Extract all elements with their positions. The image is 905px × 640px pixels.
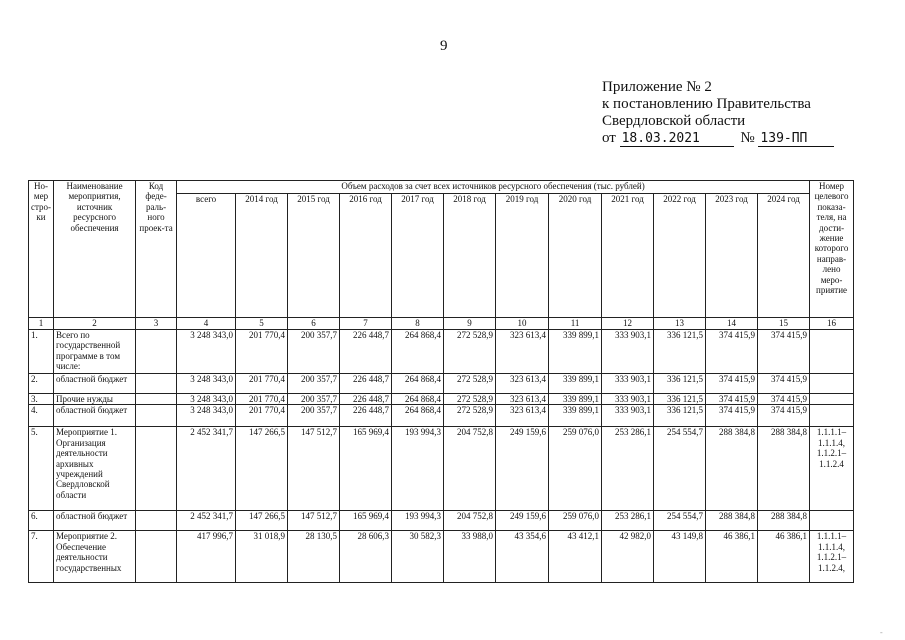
row-code-cell <box>136 427 177 511</box>
header-target: Номер целевого показа-теля, на дости-жение которого направ-лено меро-приятие <box>810 181 854 318</box>
row-value-cell: 226 448,7 <box>340 374 392 394</box>
header-year-1: 2014 год <box>236 194 288 318</box>
row-value-cell: 33 988,0 <box>444 531 496 583</box>
row-value-cell: 288 384,8 <box>758 427 810 511</box>
row-value-cell: 323 613,4 <box>496 330 549 374</box>
row-value-cell: 204 752,8 <box>444 427 496 511</box>
column-number-9: 9 <box>444 318 496 330</box>
header-year-11: 2024 год <box>758 194 810 318</box>
header-year-2: 2015 год <box>288 194 340 318</box>
row-value-cell: 264 868,4 <box>392 330 444 374</box>
header-year-9: 2022 год <box>654 194 706 318</box>
header-year-6: 2019 год <box>496 194 549 318</box>
row-target-cell <box>810 330 854 374</box>
appendix-line-resolution: к постановлению Правительства <box>602 96 811 112</box>
row-target-cell <box>810 511 854 531</box>
row-code-cell <box>136 511 177 531</box>
row-value-cell: 226 448,7 <box>340 330 392 374</box>
header-year-5: 2018 год <box>444 194 496 318</box>
row-target-cell <box>810 394 854 405</box>
row-number-cell: 1. <box>29 330 54 374</box>
header-year-4: 2017 год <box>392 194 444 318</box>
row-value-cell: 3 248 343,0 <box>177 405 236 427</box>
row-value-cell: 43 149,8 <box>654 531 706 583</box>
row-value-cell: 333 903,1 <box>602 330 654 374</box>
row-value-cell: 3 248 343,0 <box>177 330 236 374</box>
row-value-cell: 200 357,7 <box>288 405 340 427</box>
row-number-cell: 4. <box>29 405 54 427</box>
row-name-cell: Мероприятие 2. Обеспечение деятельности государственных <box>54 531 136 583</box>
column-number-2: 2 <box>54 318 136 330</box>
table-row <box>29 330 854 374</box>
column-number-12: 12 <box>602 318 654 330</box>
row-code-cell <box>136 394 177 405</box>
row-value-cell: 339 899,1 <box>549 394 602 405</box>
row-value-cell: 2 452 341,7 <box>177 427 236 511</box>
row-value-cell: 254 554,7 <box>654 511 706 531</box>
row-value-cell: 272 528,9 <box>444 374 496 394</box>
row-value-cell: 336 121,5 <box>654 330 706 374</box>
row-value-cell: 272 528,9 <box>444 330 496 374</box>
column-number-4: 4 <box>177 318 236 330</box>
table-row <box>29 405 854 427</box>
row-value-cell: 30 582,3 <box>392 531 444 583</box>
row-value-cell: 147 512,7 <box>288 511 340 531</box>
row-number-cell: 6. <box>29 511 54 531</box>
row-value-cell: 272 528,9 <box>444 405 496 427</box>
expenses-table <box>28 180 854 583</box>
appendix-number: 139-ПП <box>758 132 834 147</box>
row-value-cell: 374 415,9 <box>706 405 758 427</box>
header-fed-code: Код феде-раль-ного проек-та <box>136 181 177 318</box>
row-value-cell: 323 613,4 <box>496 405 549 427</box>
table-row <box>29 374 854 394</box>
column-number-3: 3 <box>136 318 177 330</box>
header-name: Наименование мероприятия, источник ресурсного обеспечения <box>54 181 136 318</box>
date-prefix: от <box>602 130 616 146</box>
column-number-11: 11 <box>549 318 602 330</box>
row-value-cell: 147 266,5 <box>236 511 288 531</box>
row-value-cell: 333 903,1 <box>602 374 654 394</box>
row-number-cell: 5. <box>29 427 54 511</box>
row-value-cell: 201 770,4 <box>236 405 288 427</box>
row-value-cell: 43 412,1 <box>549 531 602 583</box>
header-row-number: Но-мер стро-ки <box>29 181 54 318</box>
margin-mark: - <box>880 628 883 637</box>
header-year-7: 2020 год <box>549 194 602 318</box>
row-target-cell: 1.1.1.1– 1.1.1.4, 1.1.2.1– 1.1.2.4, <box>810 531 854 583</box>
row-value-cell: 201 770,4 <box>236 374 288 394</box>
row-value-cell: 31 018,9 <box>236 531 288 583</box>
row-value-cell: 226 448,7 <box>340 394 392 405</box>
row-target-cell <box>810 374 854 394</box>
row-value-cell: 259 076,0 <box>549 427 602 511</box>
row-value-cell: 165 969,4 <box>340 427 392 511</box>
row-value-cell: 200 357,7 <box>288 330 340 374</box>
row-value-cell: 201 770,4 <box>236 330 288 374</box>
row-value-cell: 28 606,3 <box>340 531 392 583</box>
row-code-cell <box>136 531 177 583</box>
row-name-cell: Прочие нужды <box>54 394 136 405</box>
column-number-7: 7 <box>340 318 392 330</box>
row-value-cell: 288 384,8 <box>706 427 758 511</box>
row-value-cell: 43 354,6 <box>496 531 549 583</box>
header-year-8: 2021 год <box>602 194 654 318</box>
table-row <box>29 394 854 405</box>
row-value-cell: 201 770,4 <box>236 394 288 405</box>
row-name-cell: областной бюджет <box>54 405 136 427</box>
row-value-cell: 272 528,9 <box>444 394 496 405</box>
column-number-15: 15 <box>758 318 810 330</box>
row-number-cell: 2. <box>29 374 54 394</box>
row-value-cell: 288 384,8 <box>758 511 810 531</box>
row-value-cell: 46 386,1 <box>706 531 758 583</box>
row-name-cell: областной бюджет <box>54 374 136 394</box>
row-value-cell: 374 415,9 <box>758 330 810 374</box>
row-value-cell: 204 752,8 <box>444 511 496 531</box>
row-value-cell: 42 982,0 <box>602 531 654 583</box>
row-value-cell: 259 076,0 <box>549 511 602 531</box>
row-target-cell: 1.1.1.1– 1.1.1.4, 1.1.2.1– 1.1.2.4 <box>810 427 854 511</box>
row-value-cell: 323 613,4 <box>496 394 549 405</box>
row-value-cell: 264 868,4 <box>392 394 444 405</box>
row-value-cell: 28 130,5 <box>288 531 340 583</box>
table-row <box>29 511 854 531</box>
appendix-date: 18.03.2021 <box>620 132 734 147</box>
row-value-cell: 339 899,1 <box>549 374 602 394</box>
number-prefix: № <box>740 130 755 146</box>
row-value-cell: 374 415,9 <box>706 394 758 405</box>
row-value-cell: 200 357,7 <box>288 394 340 405</box>
row-value-cell: 417 996,7 <box>177 531 236 583</box>
row-value-cell: 264 868,4 <box>392 374 444 394</box>
row-value-cell: 374 415,9 <box>758 374 810 394</box>
header-volume-title: Объем расходов за счет всех источников ресурсного обеспечения (тыс. рублей) <box>177 181 810 194</box>
header-row-top <box>29 181 854 194</box>
row-value-cell: 339 899,1 <box>549 330 602 374</box>
row-number-cell: 7. <box>29 531 54 583</box>
row-value-cell: 200 357,7 <box>288 374 340 394</box>
row-value-cell: 193 994,3 <box>392 511 444 531</box>
column-number-1: 1 <box>29 318 54 330</box>
row-value-cell: 193 994,3 <box>392 427 444 511</box>
row-value-cell: 3 248 343,0 <box>177 394 236 405</box>
row-value-cell: 147 512,7 <box>288 427 340 511</box>
row-value-cell: 165 969,4 <box>340 511 392 531</box>
row-value-cell: 336 121,5 <box>654 374 706 394</box>
row-value-cell: 288 384,8 <box>706 511 758 531</box>
row-value-cell: 336 121,5 <box>654 405 706 427</box>
row-value-cell: 226 448,7 <box>340 405 392 427</box>
column-number-5: 5 <box>236 318 288 330</box>
row-value-cell: 253 286,1 <box>602 427 654 511</box>
appendix-block <box>602 79 834 147</box>
row-value-cell: 374 415,9 <box>758 394 810 405</box>
row-number-cell: 3. <box>29 394 54 405</box>
row-value-cell: 2 452 341,7 <box>177 511 236 531</box>
row-value-cell: 147 266,5 <box>236 427 288 511</box>
row-code-cell <box>136 374 177 394</box>
row-value-cell: 339 899,1 <box>549 405 602 427</box>
row-value-cell: 249 159,6 <box>496 427 549 511</box>
table-row <box>29 531 854 583</box>
row-value-cell: 374 415,9 <box>758 405 810 427</box>
header-year-10: 2023 год <box>706 194 758 318</box>
row-name-cell: областной бюджет <box>54 511 136 531</box>
row-value-cell: 264 868,4 <box>392 405 444 427</box>
row-value-cell: 249 159,6 <box>496 511 549 531</box>
row-name-cell: Всего по государственной программе в том числе: <box>54 330 136 374</box>
row-value-cell: 323 613,4 <box>496 374 549 394</box>
column-number-13: 13 <box>654 318 706 330</box>
page-number: 9 <box>440 38 448 54</box>
header-year-3: 2016 год <box>340 194 392 318</box>
column-number-10: 10 <box>496 318 549 330</box>
column-number-row <box>29 318 854 330</box>
row-code-cell <box>136 330 177 374</box>
row-value-cell: 374 415,9 <box>706 374 758 394</box>
header-year-0: всего <box>177 194 236 318</box>
row-code-cell <box>136 405 177 427</box>
column-number-16: 16 <box>810 318 854 330</box>
row-value-cell: 333 903,1 <box>602 405 654 427</box>
appendix-line-region: Свердловской области <box>602 113 746 129</box>
row-target-cell <box>810 405 854 427</box>
row-value-cell: 46 386,1 <box>758 531 810 583</box>
row-value-cell: 253 286,1 <box>602 511 654 531</box>
row-value-cell: 336 121,5 <box>654 394 706 405</box>
column-number-6: 6 <box>288 318 340 330</box>
row-value-cell: 254 554,7 <box>654 427 706 511</box>
table-row <box>29 427 854 511</box>
column-number-14: 14 <box>706 318 758 330</box>
row-name-cell: Мероприятие 1. Организация деятельности архивных учреждений Свердловской области <box>54 427 136 511</box>
row-value-cell: 3 248 343,0 <box>177 374 236 394</box>
appendix-title: Приложение № 2 <box>602 79 712 95</box>
row-value-cell: 333 903,1 <box>602 394 654 405</box>
appendix-date-line <box>602 130 834 147</box>
table-body <box>29 181 854 583</box>
row-value-cell: 374 415,9 <box>706 330 758 374</box>
column-number-8: 8 <box>392 318 444 330</box>
